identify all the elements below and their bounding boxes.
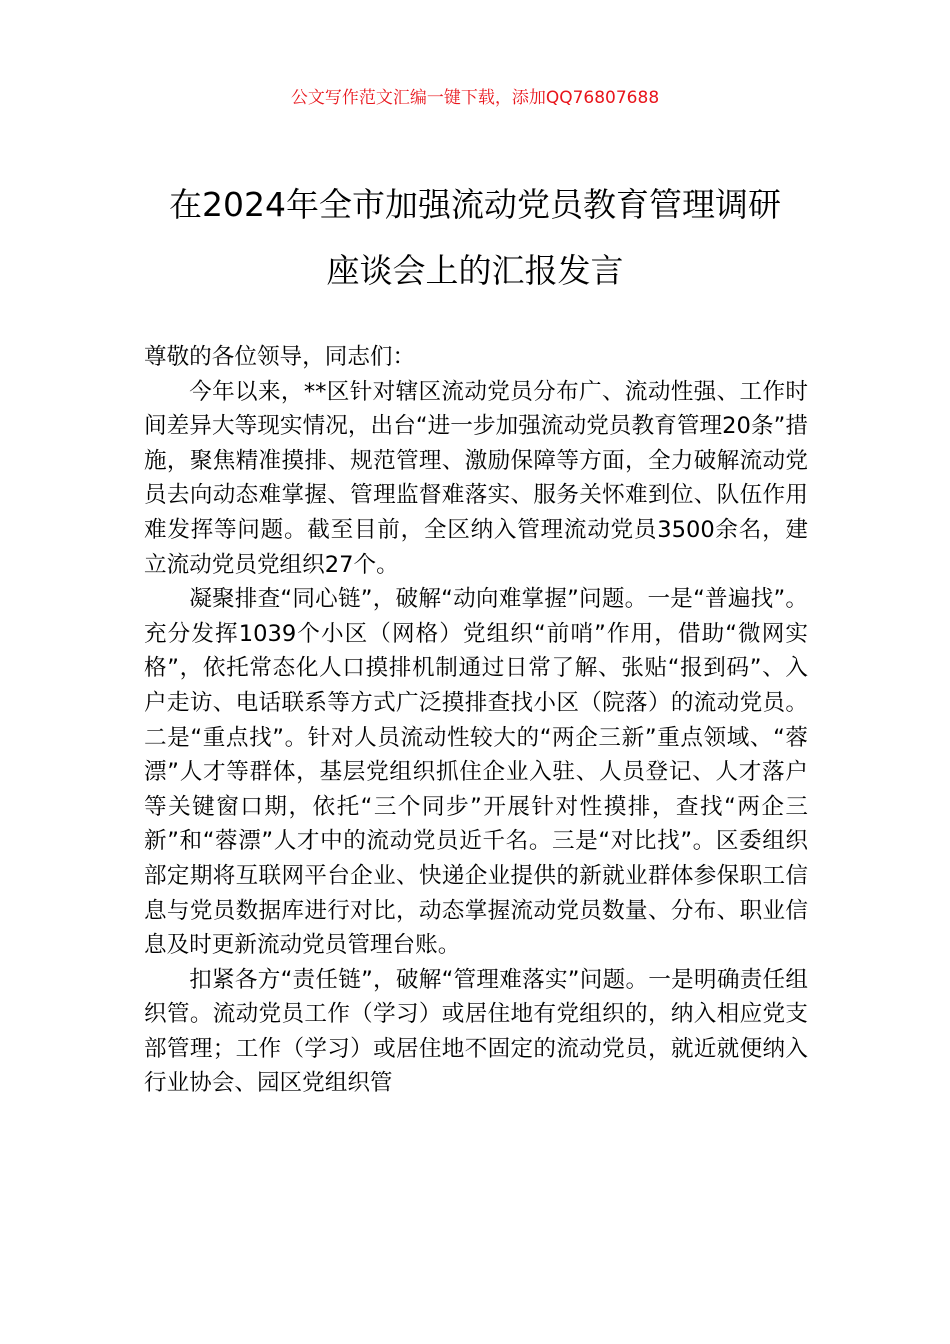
- paragraph-responsibility: 扣紧各方“责任链”，破解“管理难落实”问题。一是明确责任组织管。流动党员工作（学习）或居住地有党组织的，纳入相应党支部管理；工作（学习）或居住地不固定的流动党员，就近就便纳入行业协会、园区党组织管: [144, 966, 808, 1097]
- title-line-1: 在2024年全市加强流动党员教育管理调研: [169, 185, 781, 224]
- salutation: 尊敬的各位领导，同志们：: [144, 344, 416, 370]
- document-body: [144, 340, 808, 1101]
- document-title: [0, 172, 950, 304]
- paragraph-intro: 今年以来，**区针对辖区流动党员分布广、流动性强、工作时间差异大等现实情况，出台“进一步加强流动党员教育管理20条”措施，聚焦精准摸排、规范管理、激励保障等方面，全力破解流动党员去向动态难掌握、管理监督难落实、服务关怀难到位、队伍作用难发挥等问题。截至目前，全区纳入管理流动党员3500余名，建立流动党员党组织27个。: [144, 378, 808, 578]
- title-line-2: 座谈会上的汇报发言: [326, 251, 624, 290]
- download-banner: 公文写作范文汇编一键下载，添加QQ76807688: [290, 88, 660, 108]
- paragraph-investigation: 凝聚排查“同心链”，破解“动向难掌握”问题。一是“普遍找”。充分发挥1039个小区（网格）党组织“前哨”作用，借助“微网实格”，依托常态化人口摸排机制通过日常了解、张贴“报到码”、入户走访、电话联系等方式广泛摸排查找小区（院落）的流动党员。二是“重点找”。针对人员流动性较大的“两企三新”重点领域、“蓉漂”人才等群体，基层党组织抓住企业入驻、人员登记、人才落户等关键窗口期，依托“三个同步”开展针对性摸排，查找“两企三新”和“蓉漂”人才中的流动党员近千名。三是“对比找”。区委组织部定期将互联网平台企业、快递企业提供的新就业群体参保职工信息与党员数据库进行对比，动态掌握流动党员数量、分布、职业信息及时更新流动党员管理台账。: [144, 586, 808, 959]
